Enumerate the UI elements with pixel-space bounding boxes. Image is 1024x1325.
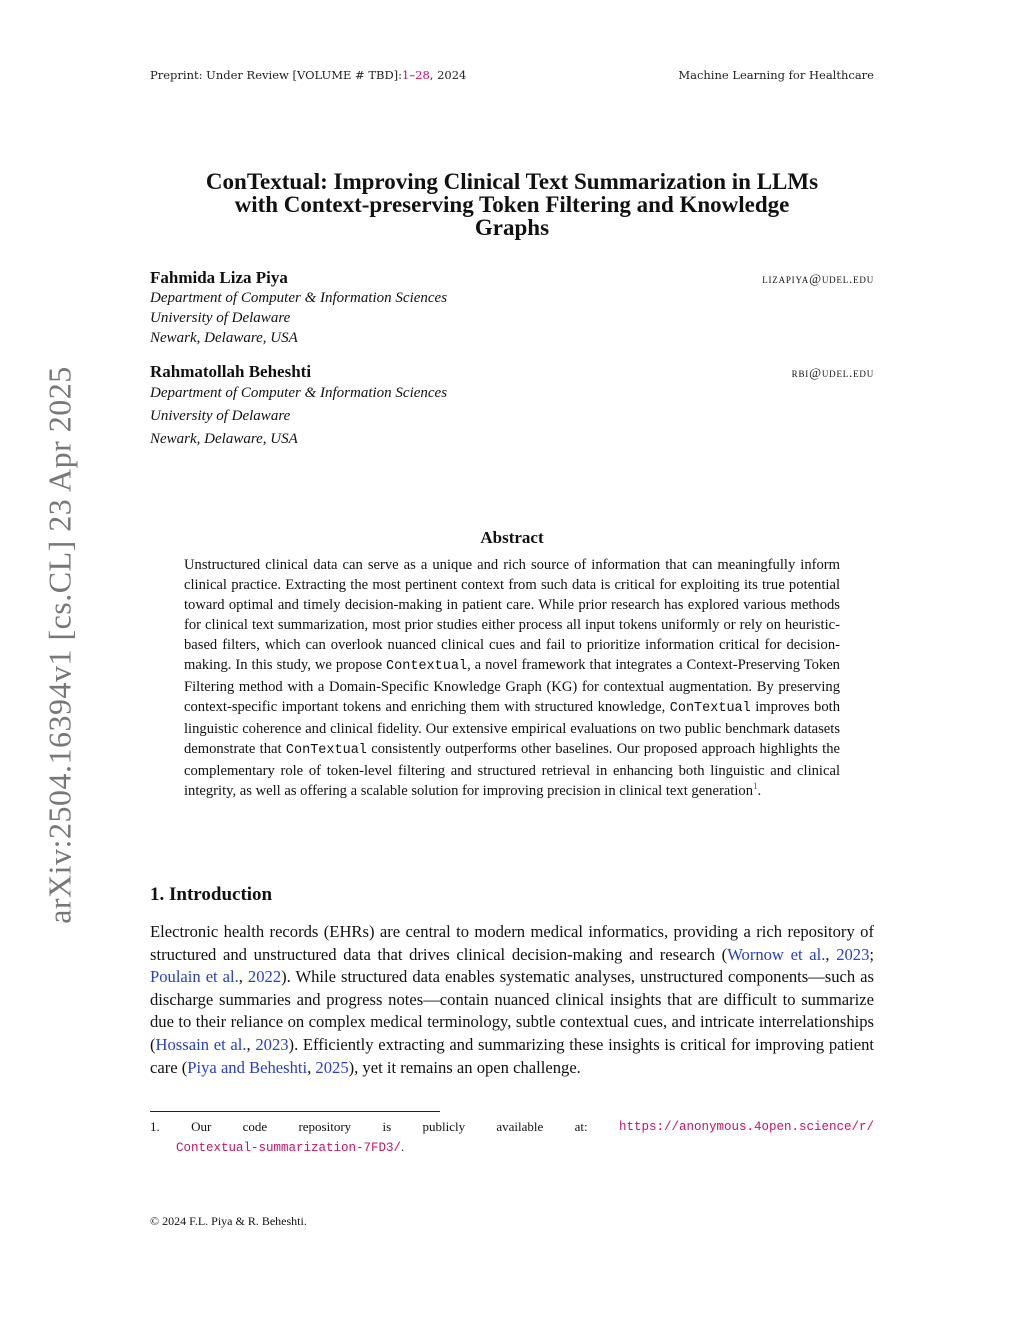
author-block-1 [150,268,874,348]
paper-title [140,170,884,239]
repository-link[interactable]: https://anonymous.4open.science/r/ [618,1120,874,1134]
arxiv-stamp: arXiv:2504.16394v1 [cs.CL] 23 Apr 2025 [41,366,78,924]
footnote: 1. Our code repository is publicly available at: https://anonymous.4open.science/r/ Contextual-summarization-7FD3/. [150,1119,874,1155]
citation-link[interactable]: 2023 [255,1034,289,1054]
introduction-body: Electronic health records (EHRs) are central to modern medical informatics, providing a rich repository of structured and unstructured data that drives clinical decision-making and research (Wornow et al., 2023; Poulain et al., 2022). While structured data enables systematic analyses, unstructured components—such as discharge summaries and progress notes—contain nuanced clinical insights that are difficult to summarize due to their reliance on complex medical terminology, subtle contextual cues, and intricate interrelationships (Hossain et al., 2023). Efficiently extracting and summarizing these insights is critical for improving patient care (Piya and Beheshti, 2025), yet it remains an open challenge. [150,922,875,1077]
running-header [150,68,874,82]
title-line: Graphs [474,215,550,240]
abstract-body: Unstructured clinical data can serve as a unique and rich source of information that can meaningfully inform clinical practice. Extracting the most pertinent context from such data is critical for exploiting its true potential toward optimal and timely decision-making in patient care. While prior research has explored various methods for clinical text summarization, most prior studies either process all input tokens uniformly or rely on heuristic-based filters, which can overlook nuanced clinical cues and fail to prioritize information critical for decision-making. In this study, we propose Contextual, a novel framework that integrates a Context-Preserving Token Filtering method with a Domain-Specific Knowledge Graph (KG) for contextual augmentation. By preserving context-specific important tokens and enriching them with structured knowledge, ConTextual improves both linguistic coherence and clinical fidelity. Our extensive empirical evaluations on two public benchmark datasets demonstrate that ConTextual consistently outperforms other baselines. Our proposed approach highlights the complementary role of token-level filtering and structured retrieval in enhancing both linguistic and clinical integrity, as well as offering a scalable solution for improving precision in clinical text generation$^1$. [184,557,840,799]
citation-link[interactable]: Poulain et al. [150,967,239,987]
author-university: University of Delaware [150,408,291,424]
citation-link[interactable]: Hossain et al. [155,1034,247,1054]
author-block-2 [150,362,874,451]
title-line: with Context-preserving Token Filtering and Knowledge [234,192,790,217]
footnote-number: 1. [150,1119,160,1134]
author-university: University of Delaware [150,310,291,326]
author-email[interactable]: lizapiya@udel.edu [762,271,874,286]
citation-link[interactable]: Piya and Beheshti [187,1057,308,1077]
page-start-link[interactable]: 1 [402,68,410,82]
author-department: Department of Computer & Information Sciences [150,385,448,401]
header-left: Preprint: Under Review [VOLUME # TBD]:1–28, 2024 [150,68,467,82]
author-department: Department of Computer & Information Sciences [150,290,448,306]
code-term: ConTextual [285,743,367,758]
abstract-heading: Abstract [480,528,544,547]
copyright-notice: © 2024 F.L. Piya & R. Beheshti. [150,1214,307,1228]
page-end-link[interactable]: 28 [415,68,430,82]
title-line: ConTextual: Improving Clinical Text Summarization in LLMs [205,169,819,194]
code-term: ConTextual [669,701,751,716]
author-name: Rahmatollah Beheshti [150,362,312,381]
repository-link-cont[interactable]: Contextual-summarization-7FD3/ [176,1141,402,1155]
footnote-marker[interactable]: 1 [753,781,758,792]
footnote-divider [150,1111,440,1112]
header-right: Machine Learning for Healthcare [678,68,874,82]
citation-link[interactable]: 2023 [836,944,870,964]
code-term: Contextual [386,659,468,674]
author-email[interactable]: rbi@udel.edu [791,365,874,380]
citation-link[interactable]: Wornow et al. [727,944,826,964]
author-location: Newark, Delaware, USA [150,330,298,346]
section-heading: 1. Introduction [150,884,273,905]
citation-link[interactable]: 2025 [315,1057,349,1077]
citation-link[interactable]: 2022 [247,967,282,987]
author-location: Newark, Delaware, USA [150,431,298,447]
author-name: Fahmida Liza Piya [150,268,288,287]
